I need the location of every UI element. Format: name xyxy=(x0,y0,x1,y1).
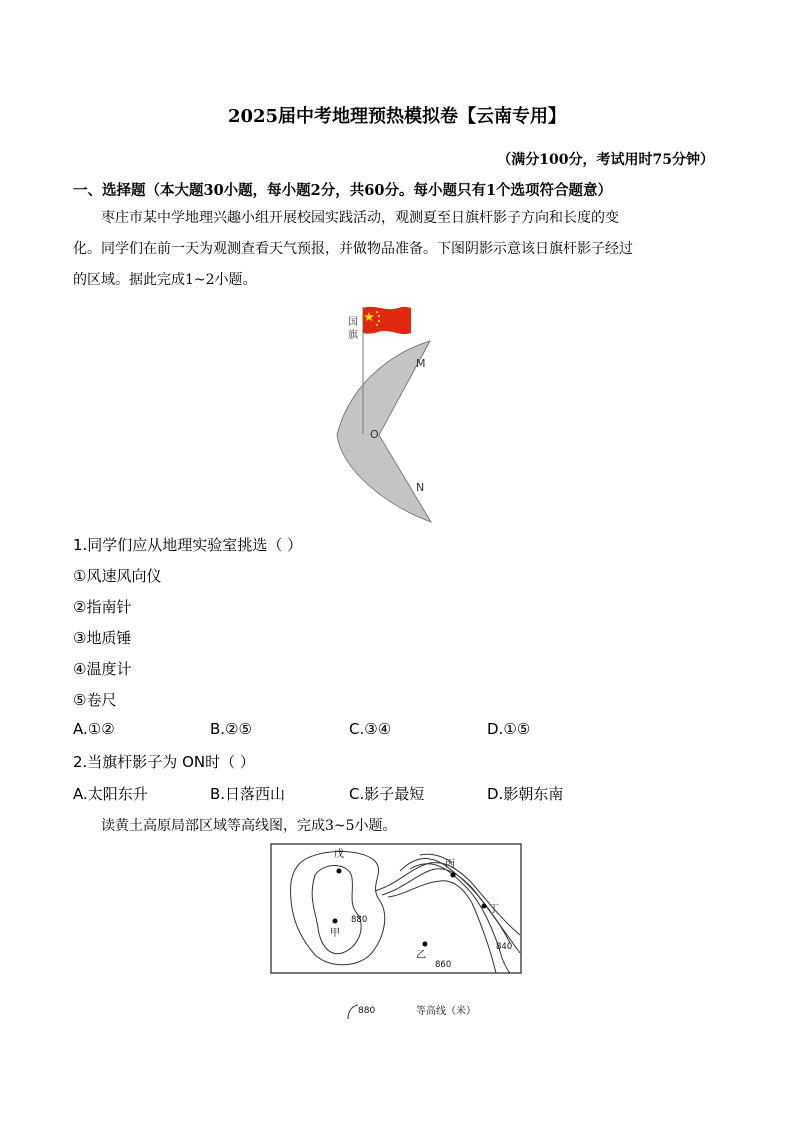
point-jia xyxy=(333,919,338,924)
q1-item: ③地质锤 xyxy=(73,629,132,647)
q1-item: ②指南针 xyxy=(73,598,132,616)
legend-value: 880 xyxy=(358,1006,376,1016)
flag-label: 国 xyxy=(348,317,358,328)
label-ding: 丁 xyxy=(489,904,499,915)
section-heading: 一、选择题（本大题30小题，每小题2分，共60分。每小题只有1个选项符合题意） xyxy=(73,182,613,199)
label-yi: 乙 xyxy=(416,950,426,961)
q1-option-a[interactable]: A.①② xyxy=(73,720,115,738)
contour-label-880: 880 xyxy=(351,915,368,925)
intro-paragraph xyxy=(73,203,721,296)
label-wu: 戊 xyxy=(334,849,344,860)
small-star-icon xyxy=(376,324,378,326)
map-frame xyxy=(271,844,521,973)
legend-label: 等高线（米） xyxy=(416,1006,476,1017)
q1-option-b[interactable]: B.②⑤ xyxy=(210,720,252,738)
section2-intro: 读黄土高原局部区域等高线图，完成3~5小题。 xyxy=(101,818,397,834)
flagpole-shadow-figure xyxy=(330,300,460,528)
score-note: （满分100分，考试用时75分钟） xyxy=(497,152,714,168)
small-star-icon xyxy=(378,320,380,322)
intro-line-3: 的区域。据此完成1~2小题。 xyxy=(73,272,257,288)
label-bing: 丙 xyxy=(445,859,455,870)
q1-item: ⑤卷尺 xyxy=(73,691,117,709)
small-star-icon xyxy=(378,315,380,317)
label-o: O xyxy=(370,428,379,441)
legend-contour-symbol xyxy=(348,1005,358,1019)
intro-line-2: 化。同学们在前一天为观测查看天气预报，并做物品准备。下图阴影示意该日旗杆影子经过 xyxy=(73,241,633,257)
q2-option-c[interactable]: C.影子最短 xyxy=(349,785,425,803)
intro-line-1: 枣庄市某中学地理兴趣小组开展校园实践活动，观测夏至日旗杆影子方向和长度的变 xyxy=(101,210,619,226)
label-n: N xyxy=(416,481,425,494)
contour-map-figure xyxy=(270,843,522,1023)
q1-item: ④温度计 xyxy=(73,660,132,678)
question-2-stem: 2.当旗杆影子为 ON时（ ） xyxy=(73,753,255,771)
small-star-icon xyxy=(376,311,378,313)
q2-option-b[interactable]: B.日落西山 xyxy=(210,785,286,803)
point-wu xyxy=(337,869,342,874)
contour-label-860: 860 xyxy=(435,960,452,970)
flag-label: 旗 xyxy=(348,330,358,341)
flag-icon xyxy=(363,307,411,334)
q1-item: ①风速风向仪 xyxy=(73,567,162,585)
page-title: 2025届中考地理预热模拟卷【云南专用】 xyxy=(227,106,567,127)
q1-options xyxy=(0,720,794,742)
q1-option-c[interactable]: C.③④ xyxy=(349,720,392,738)
label-m: M xyxy=(416,357,426,370)
question-1-stem: 1.同学们应从地理实验室挑选（ ） xyxy=(73,536,303,554)
q2-option-a[interactable]: A.太阳东升 xyxy=(73,785,148,803)
point-yi xyxy=(423,942,428,947)
q1-option-d[interactable]: D.①⑤ xyxy=(487,720,531,738)
point-bing xyxy=(451,873,456,878)
q2-option-d[interactable]: D.影朝东南 xyxy=(487,785,564,803)
q2-options xyxy=(0,783,794,805)
point-ding xyxy=(482,904,487,909)
contour-label-840: 840 xyxy=(496,942,513,952)
label-jia: 甲 xyxy=(330,928,340,939)
